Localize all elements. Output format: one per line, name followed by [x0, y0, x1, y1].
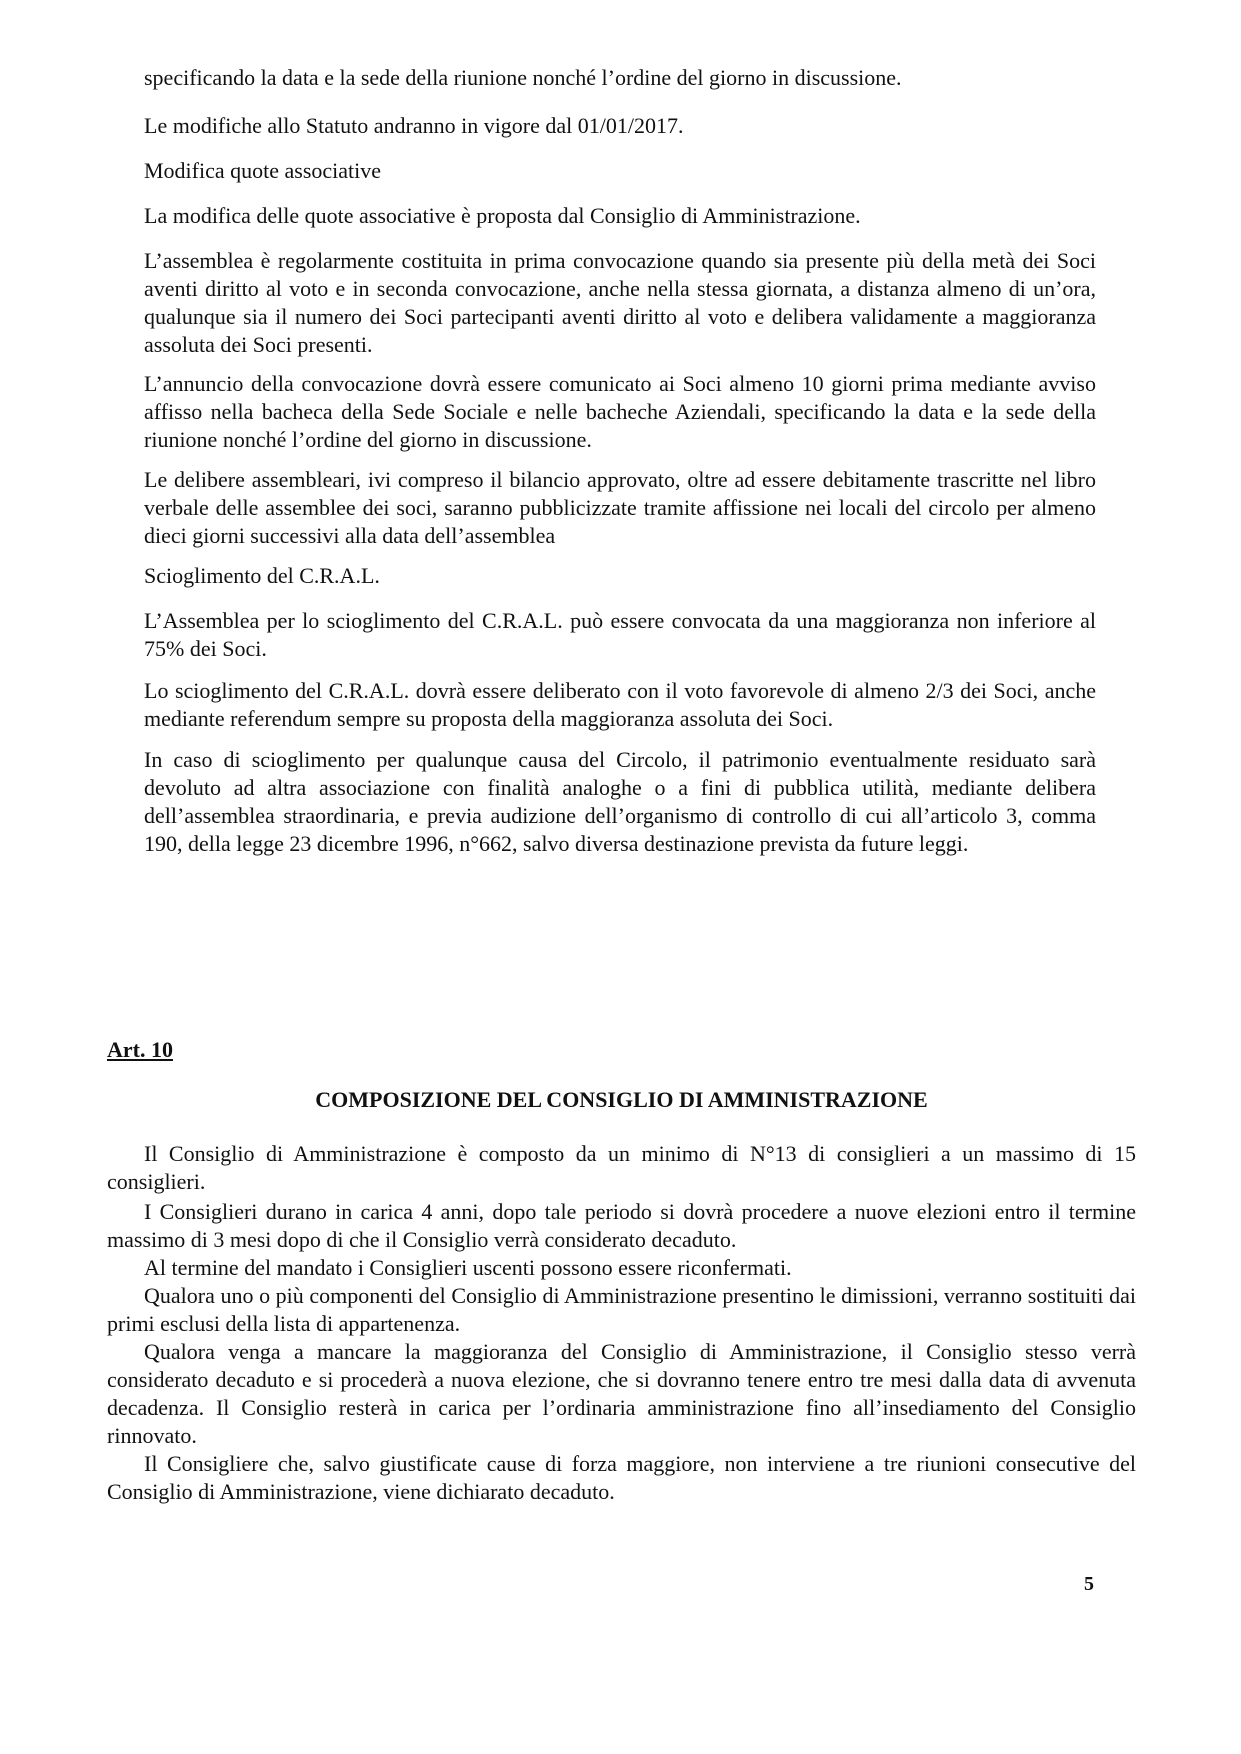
- article-heading: Art. 10: [107, 1037, 173, 1062]
- paragraph-fee-change-proposal: La modifica delle quote associative è proposta dal Consiglio di Amministrazione.: [144, 203, 861, 228]
- subheading-fee-change: Modifica quote associative: [144, 158, 382, 183]
- paragraph-board-resignations: Qualora uno o più componenti del Consiglio di Amministrazione presentino le dimissioni, verranno sostituiti dai primi esclusi della lista di appartenenza.: [107, 1283, 1136, 1336]
- paragraph-dissolution-assets: In caso di scioglimento per qualunque causa del Circolo, il patrimonio eventualmente residuato sarà devoluto ad altra associazione con finalità analoghe o a fini di pubblica utilità, mediante delibera dell’assemblea straordinaria, e previa audizione dell’organismo di controllo di cui all’articolo 3, comma 190, della legge 23 dicembre 1996, n°662, salvo diversa destinazione prevista da future leggi.: [144, 747, 1096, 856]
- subheading-dissolution: Scioglimento del C.R.A.L.: [144, 563, 380, 588]
- paragraph-board-absences: Il Consigliere che, salvo giustificate cause di forza maggiore, non interviene a tre riunioni consecutive del Consiglio di Amministrazione, viene dichiarato decaduto.: [107, 1451, 1136, 1504]
- paragraph-assembly-quorum: L’assemblea è regolarmente costituita in prima convocazione quando sia presente più della metà dei Soci aventi diritto al voto e in seconda convocazione, anche nella stessa giornata, a distanza almeno di un’ora, qualunque sia il numero dei Soci partecipanti aventi diritto al voto e delibera validamente a maggioranza assoluta dei Soci presenti.: [144, 248, 1096, 357]
- paragraph-board-reconfirmation: Al termine del mandato i Consiglieri uscenti possono essere riconfermati.: [144, 1255, 792, 1280]
- paragraph-dissolution-vote: Lo scioglimento del C.R.A.L. dovrà essere deliberato con il voto favorevole di almeno 2/3 dei Soci, anche mediante referendum sempre su proposta della maggioranza assoluta dei Soci.: [144, 678, 1096, 731]
- paragraph-statute-effective-date: Le modifiche allo Statuto andranno in vigore dal 01/01/2017.: [144, 113, 684, 138]
- paragraph-assembly-resolutions: Le delibere assembleari, ivi compreso il bilancio approvato, oltre ad essere debitamente trascritte nel libro verbale delle assemblee dei soci, saranno pubblicizzate tramite affissione nei locali del circolo per almeno dieci giorni successivi alla data dell’assemblea: [144, 467, 1096, 548]
- paragraph-convocation-notice: L’annuncio della convocazione dovrà essere comunicato ai Soci almeno 10 giorni prima mediante avviso affisso nella bacheca della Sede Sociale e nelle bacheche Aziendali, specificando la data e la sede della riunione nonché l’ordine del giorno in discussione.: [144, 371, 1096, 452]
- paragraph-board-size: Il Consiglio di Amministrazione è composto da un minimo di N°13 di consiglieri a un massimo di 15 consiglieri.: [107, 1141, 1136, 1194]
- paragraph-board-term: I Consiglieri durano in carica 4 anni, dopo tale periodo si dovrà procedere a nuove elezioni entro il termine massimo di 3 mesi dopo di che il Consiglio verrà considerato decaduto.: [107, 1199, 1136, 1252]
- section-title: COMPOSIZIONE DEL CONSIGLIO DI AMMINISTRAZIONE: [315, 1087, 928, 1112]
- paragraph-dissolution-convocation: L’Assemblea per lo scioglimento del C.R.A.L. può essere convocata da una maggioranza non inferiore al 75% dei Soci.: [144, 608, 1096, 661]
- paragraph-board-majority-loss: Qualora venga a mancare la maggioranza del Consiglio di Amministrazione, il Consiglio stesso verrà considerato decaduto e si procederà a nuova elezione, che si dovranno tenere entro tre mesi dalla data di avvenuta decadenza. Il Consiglio resterà in carica per l’ordinaria amministrazione fino all’insediamento del Consiglio rinnovato.: [107, 1339, 1136, 1448]
- page-number: 5: [1084, 1573, 1094, 1595]
- paragraph-meeting-details: specificando la data e la sede della riunione nonché l’ordine del giorno in discussione.: [144, 65, 902, 90]
